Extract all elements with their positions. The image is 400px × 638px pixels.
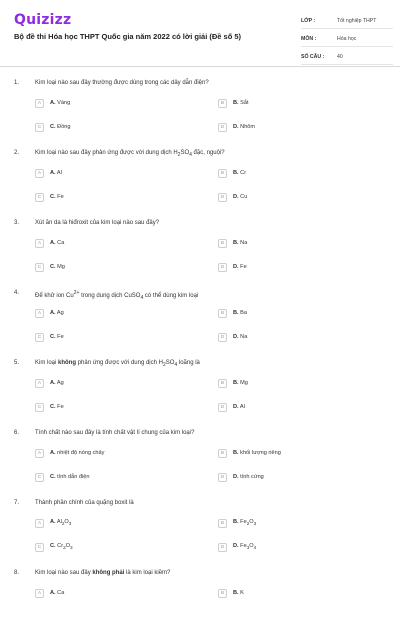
option-letter-box: B [218,589,227,598]
option-text: B. Sắt [233,100,249,106]
question-number: 1. [14,80,20,86]
meta-value: Tốt nghiệp THPT [337,18,377,24]
option-letter-box: D [218,473,227,482]
question-8 [0,568,400,638]
option-letter-box: A [35,449,44,458]
meta-label: MÔN : [301,36,317,42]
option-letter-box: B [218,309,227,318]
option-letter-box: A [35,379,44,388]
question-text: Kim loại nào sau đây thường được dùng trong các dây dẫn điện? [35,80,209,86]
option-text: B. Cr [233,170,247,176]
option-text: B. K [233,590,244,596]
option-letter-box: A [35,519,44,528]
option-letter-box: C [35,193,44,202]
option-letter-box: D [218,193,227,202]
question-text: Kim loại nào sau đây không phải là kim loại kiềm? [35,570,171,576]
answer-option-d[interactable] [218,401,245,413]
question-4 [0,288,400,358]
question-6 [0,428,400,498]
header-divider [0,66,400,67]
question-number: 4. [14,290,20,296]
question-list [0,78,400,638]
question-text: Tính chất nào sau đây là tính chất vật lí chung của kim loại? [35,430,195,436]
question-1 [0,78,400,148]
option-letter-box: D [218,543,227,552]
option-text: D. $Fe_3O_4$ [233,543,257,551]
option-letter-box: D [218,263,227,272]
option-text: A. Ag [50,310,64,316]
question-number: 8. [14,570,20,576]
option-text: A. $Al_2O_3$ [50,519,72,527]
answer-option-a[interactable] [35,97,70,109]
option-letter-box: A [35,309,44,318]
option-text: C. Fe [50,334,64,340]
answer-option-a[interactable] [35,447,104,459]
question-number: 7. [14,500,20,506]
option-letter-box: B [218,519,227,528]
option-letter-box: C [35,403,44,412]
question-text: Kim loại nào sau đây phản ứng được với dung dịch $H_2SO_4$ đặc, nguội? [35,150,225,159]
option-text: D. Fe [233,264,247,270]
option-letter-box: C [35,473,44,482]
quizizz-logo: Quizizz [14,12,72,28]
option-text: C. tính dẫn điện [50,474,90,480]
option-letter-box: A [35,239,44,248]
answer-option-a[interactable] [35,517,71,529]
option-text: C. $Cr_2O_3$ [50,543,73,551]
option-text: D. Nhôm [233,124,256,130]
answer-option-d[interactable] [218,471,264,483]
question-2 [0,148,400,218]
option-letter-box: D [218,403,227,412]
answer-option-b[interactable] [218,237,247,249]
meta-row-subject [301,32,393,47]
option-text: A. Al [50,170,62,176]
meta-row-question-count [301,50,393,65]
answer-option-d[interactable] [218,331,247,343]
option-text: A. Vàng [50,100,71,106]
option-text: D. Cu [233,194,248,200]
option-letter-box: B [218,239,227,248]
option-letter-box: A [35,99,44,108]
option-text: D. Na [233,334,248,340]
option-letter-box: C [35,543,44,552]
answer-option-c[interactable] [35,471,90,483]
answer-option-d[interactable] [218,191,247,203]
answer-option-b[interactable] [218,517,256,529]
answer-option-a[interactable] [35,307,64,319]
answer-option-c[interactable] [35,541,73,553]
question-number: 3. [14,220,20,226]
option-letter-box: C [35,123,44,132]
option-text: A. Ca [50,590,65,596]
option-letter-box: B [218,99,227,108]
option-letter-box: B [218,379,227,388]
answer-option-a[interactable] [35,377,64,389]
question-text: Kim loại không phản ứng được với dung dịch $H_2SO_4$ loãng là [35,360,200,369]
option-text: A. Ag [50,380,64,386]
answer-option-c[interactable] [35,331,64,343]
answer-option-b[interactable] [218,167,246,179]
answer-option-a[interactable] [35,167,62,179]
option-letter-box: D [218,333,227,342]
question-number: 6. [14,430,20,436]
option-letter-box: A [35,169,44,178]
option-letter-box: B [218,169,227,178]
question-number: 5. [14,360,20,366]
answer-option-c[interactable] [35,401,64,413]
option-text: C. Đồng [50,124,71,130]
answer-option-b[interactable] [218,307,247,319]
answer-option-c[interactable] [35,121,71,133]
question-number: 2. [14,150,20,156]
question-3 [0,218,400,288]
meta-value: 40 [337,54,343,60]
option-text: B. Ba [233,310,247,316]
option-text: B. Mg [233,380,248,386]
answer-option-b[interactable] [218,447,281,459]
answer-option-a[interactable] [35,587,64,599]
option-text: D. Al [233,404,245,410]
answer-option-d[interactable] [218,261,247,273]
question-5 [0,358,400,428]
document-title: Bộ đề thi Hóa học THPT Quốc gia năm 2022 có lời giải (Đề số 5) [14,32,242,41]
option-letter-box: B [218,449,227,458]
question-text: Thành phần chính của quặng boxit là [35,500,134,506]
option-text: B. khối lượng riêng [233,450,281,456]
option-text: C. Fe [50,194,64,200]
answer-option-b[interactable] [218,377,248,389]
option-letter-box: C [35,263,44,272]
question-text: Xút ăn da là hiđroxit của kim loại nào sau đây? [35,220,160,226]
answer-option-d[interactable] [218,121,255,133]
question-7 [0,498,400,568]
answer-option-d[interactable] [218,541,256,553]
question-text: Để khử ion $Cu^{2+}$ trong dung dịch CuSO$_4$ có thể dùng kim loại [35,290,199,302]
meta-row-class [301,14,393,29]
answer-option-b[interactable] [218,587,244,599]
meta-label: LỚP : [301,18,316,24]
option-text: D. tính cứng [233,474,264,480]
answer-option-b[interactable] [218,97,249,109]
option-letter-box: A [35,589,44,598]
option-letter-box: C [35,333,44,342]
document-meta [301,14,393,68]
answer-option-c[interactable] [35,191,64,203]
option-text: B. $Fe_2O_3$ [233,519,257,527]
option-text: B. Na [233,240,248,246]
option-letter-box: D [218,123,227,132]
option-text: A. Ca [50,240,65,246]
option-text: C. Fe [50,404,64,410]
answer-option-c[interactable] [35,261,65,273]
answer-option-a[interactable] [35,237,64,249]
meta-label: SỐ CÂU : [301,54,325,60]
option-text: C. Mg [50,264,65,270]
option-text: A. nhiệt độ nóng chảy [50,450,105,456]
meta-value: Hóa học [337,36,357,42]
